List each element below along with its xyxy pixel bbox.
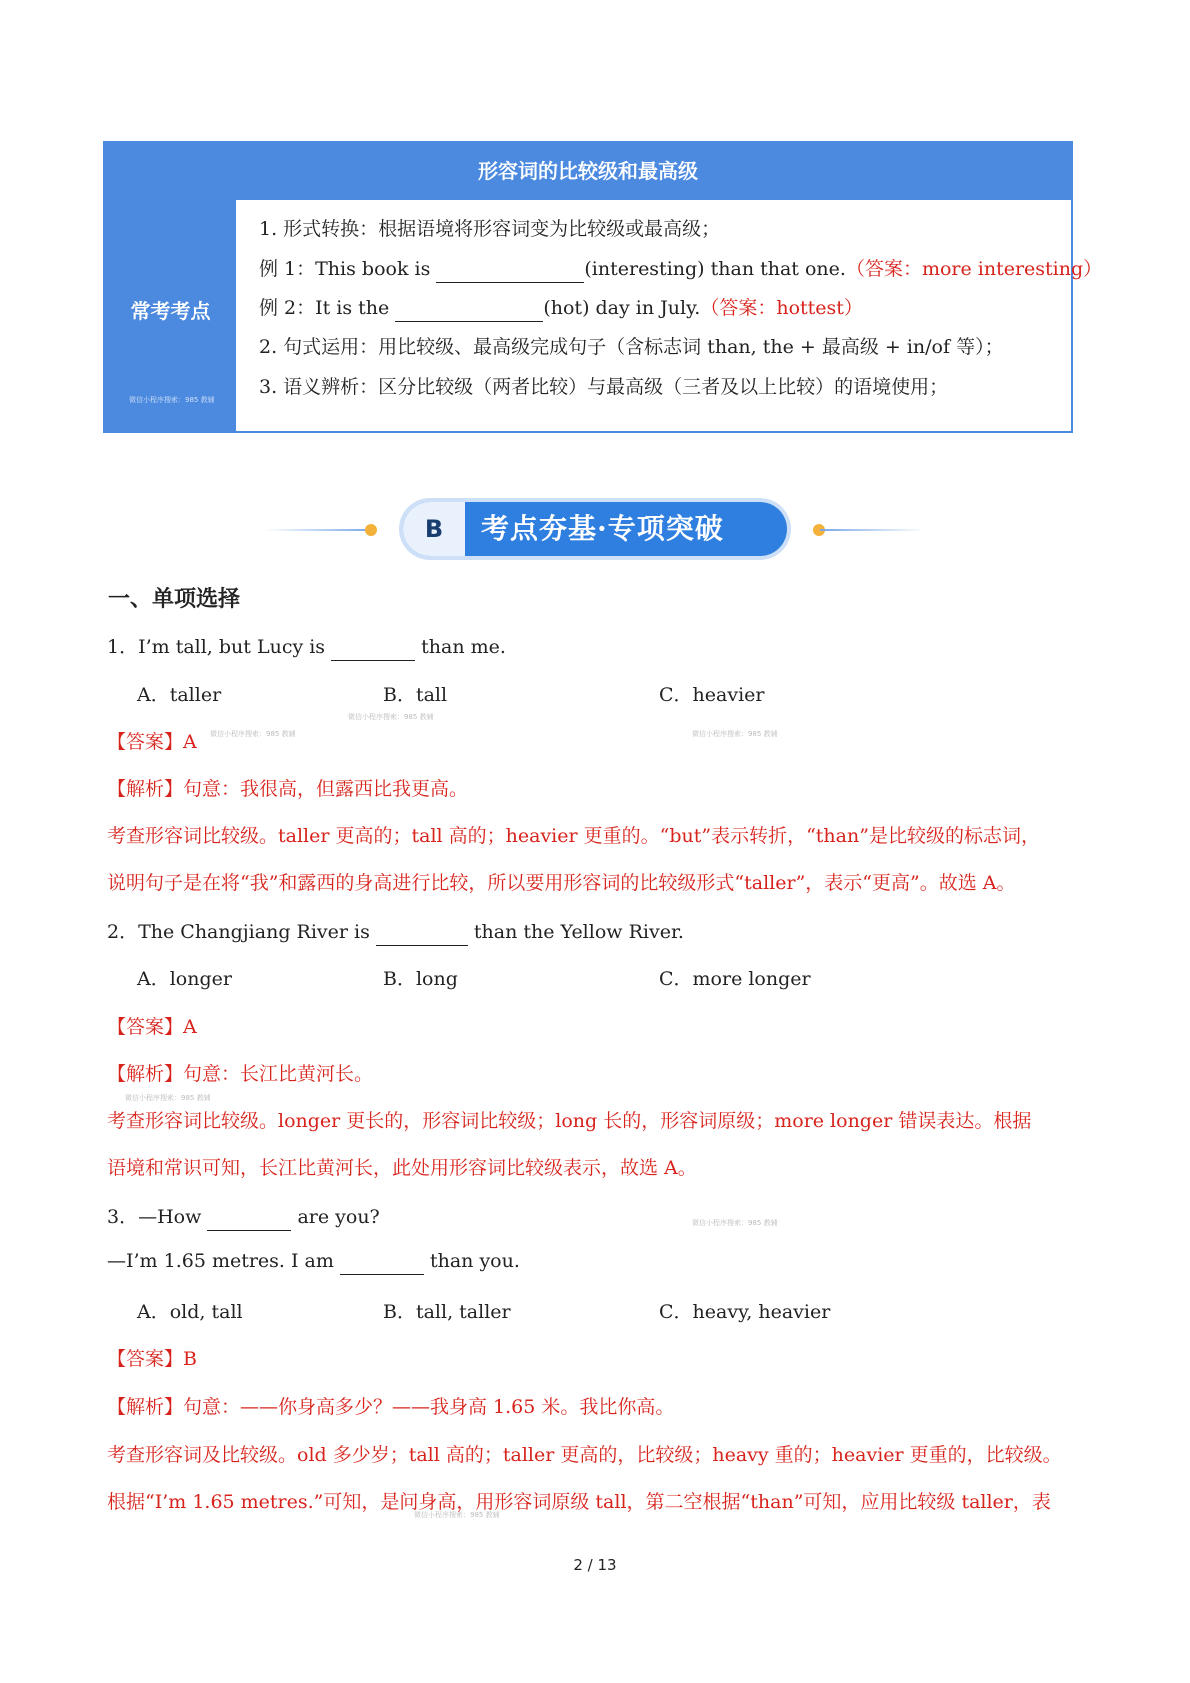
q3-option-b: B．tall, taller bbox=[383, 1301, 511, 1323]
stem-text: 1．I’m tall, but Lucy is bbox=[107, 636, 332, 658]
fill-blank bbox=[376, 923, 468, 946]
stem-text: than you. bbox=[423, 1250, 520, 1272]
q3-explanation-1: 考查形容词及比较级。old 多少岁；tall 高的；taller 更高的，比较级；heavy 重的；heavier 更重的，比较级。 bbox=[107, 1444, 1062, 1466]
point-1: 1. 形式转换：根据语境将形容词变为比较级或最高级； bbox=[259, 218, 721, 240]
example-1 bbox=[259, 254, 1102, 283]
box-title: 形容词的比较级和最高级 bbox=[105, 143, 1071, 200]
q2-option-a: A．longer bbox=[137, 968, 232, 990]
q3-option-a: A．old, tall bbox=[137, 1301, 243, 1323]
stem-text: 2．The Changjiang River is bbox=[107, 921, 376, 943]
stem-text: —I’m 1.65 metres. I am bbox=[107, 1250, 340, 1272]
example-1-answer: （答案：more interesting） bbox=[845, 258, 1103, 280]
q2-explanation-1: 考查形容词比较级。longer 更长的，形容词比较级；long 长的，形容词原级；more longer 错误表达。根据 bbox=[107, 1110, 1032, 1132]
banner-dot-left bbox=[365, 524, 377, 536]
banner-rule-right bbox=[820, 529, 925, 531]
q1-explanation-1: 考查形容词比较级。taller 更高的；tall 高的；heavier 更重的。“but”表示转折，“than”是比较级的标志词， bbox=[107, 825, 1040, 847]
banner-rule-left bbox=[265, 529, 370, 531]
q1-option-a: A．taller bbox=[137, 684, 222, 706]
example-2-mid: (hot) day in July. bbox=[543, 297, 701, 319]
q2-option-c: C．more longer bbox=[659, 968, 811, 990]
stem-text: are you? bbox=[291, 1206, 380, 1228]
example-1-mid: (interesting) than that one. bbox=[584, 258, 846, 280]
example-2-answer: （答案：hottest） bbox=[700, 297, 863, 319]
stem-text: than the Yellow River. bbox=[467, 921, 684, 943]
box-content bbox=[240, 200, 1103, 431]
point-3: 3. 语义辨析：区分比较级（两者比较）与最高级（三者及以上比较）的语境使用； bbox=[259, 376, 949, 398]
q1-answer: 【答案】A bbox=[107, 731, 197, 753]
example-2-prefix: 例 2：It is the bbox=[259, 297, 396, 319]
watermark: 微信小程序搜索：985 教辅 bbox=[692, 1219, 778, 1227]
fill-blank bbox=[395, 299, 543, 322]
question-2-stem bbox=[107, 917, 684, 946]
stem-text: than me. bbox=[415, 636, 506, 658]
watermark: 微信小程序搜索：985 教辅 bbox=[348, 713, 434, 721]
example-1-prefix: 例 1：This book is bbox=[259, 258, 437, 280]
fill-blank bbox=[436, 260, 584, 283]
fill-blank bbox=[331, 638, 415, 661]
question-1-stem bbox=[107, 632, 506, 661]
q3-analysis: 【解析】句意：——你身高多少？——我身高 1.65 米。我比你高。 bbox=[107, 1396, 675, 1418]
watermark: 微信小程序搜索：985 教辅 bbox=[210, 730, 296, 738]
fill-blank bbox=[207, 1208, 291, 1231]
watermark: 微信小程序搜索：985 教辅 bbox=[414, 1511, 500, 1519]
section-title: 一、单项选择 bbox=[108, 587, 241, 612]
side-watermark: 微信小程序搜索：985 教辅 bbox=[129, 396, 215, 404]
page-number: 2 / 13 bbox=[573, 1556, 617, 1574]
box-side bbox=[105, 200, 236, 431]
watermark: 微信小程序搜索：985 教辅 bbox=[125, 1094, 211, 1102]
key-points-box bbox=[103, 141, 1103, 433]
stem-text: 3．—How bbox=[107, 1206, 208, 1228]
q2-option-b: B．long bbox=[383, 968, 458, 990]
q2-analysis: 【解析】句意：长江比黄河长。 bbox=[107, 1063, 374, 1085]
section-banner bbox=[265, 500, 925, 560]
q1-option-b: B．tall bbox=[383, 684, 448, 706]
point-2: 2. 句式运用：用比较级、最高级完成句子（含标志词 than, the + 最高级 + in/of 等）； bbox=[259, 336, 1004, 358]
q2-answer: 【答案】A bbox=[107, 1016, 197, 1038]
fill-blank bbox=[340, 1252, 424, 1275]
question-3-reply bbox=[107, 1250, 520, 1275]
q3-answer: 【答案】B bbox=[107, 1348, 197, 1370]
banner-letter: B bbox=[403, 502, 465, 556]
banner-text: 考点夯基·专项突破 bbox=[481, 512, 724, 545]
watermark: 微信小程序搜索：985 教辅 bbox=[692, 730, 778, 738]
q1-analysis: 【解析】句意：我很高，但露西比我更高。 bbox=[107, 778, 469, 800]
banner-pill bbox=[403, 502, 787, 556]
q3-option-c: C．heavy, heavier bbox=[659, 1301, 831, 1323]
side-label: 常考考点 bbox=[130, 299, 211, 323]
question-3-stem bbox=[107, 1202, 380, 1231]
q2-explanation-2: 语境和常识可知，长江比黄河长，此处用形容词比较级表示，故选 A。 bbox=[107, 1157, 697, 1179]
q1-option-c: C．heavier bbox=[659, 684, 765, 706]
example-2 bbox=[259, 293, 863, 322]
q3-explanation-2: 根据“I’m 1.65 metres.”可知，是问身高，用形容词原级 tall，第二空根据“than”可知，应用比较级 taller，表 bbox=[107, 1491, 1051, 1513]
q1-explanation-2: 说明句子是在将“我”和露西的身高进行比较，所以要用形容词的比较级形式“taller”，表示“更高”。故选 A。 bbox=[107, 872, 1016, 894]
